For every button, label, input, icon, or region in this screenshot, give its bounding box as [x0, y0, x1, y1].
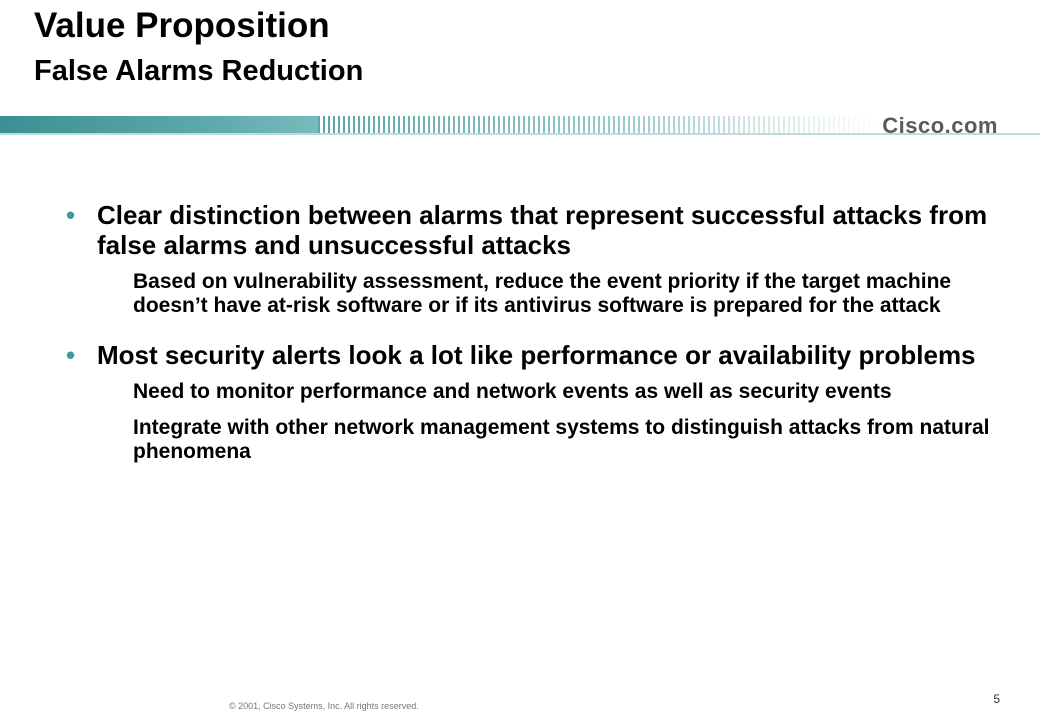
banner-stripes — [318, 116, 878, 133]
slide-body — [66, 200, 996, 476]
slide-title: Value Proposition — [34, 6, 330, 45]
bullet-text: Clear distinction between alarms that represent successful attacks from false alarms and unsuccessful attacks — [97, 200, 988, 260]
header-banner — [0, 112, 1040, 138]
bullet-item — [66, 340, 996, 370]
bullet-dot-icon: • — [66, 340, 76, 370]
sub-bullet-text: Need to monitor performance and network events as well as security events — [133, 380, 892, 403]
banner-solid-bar — [0, 116, 330, 133]
bullet-dot-icon: • — [66, 200, 76, 230]
page-number: 5 — [993, 692, 1000, 706]
cisco-logo: Cisco.com — [882, 113, 998, 138]
copyright-notice: © 2001, Cisco Systems, Inc. All rights reserved. — [229, 701, 419, 711]
bullet-text: Most security alerts look a lot like performance or availability problems — [97, 340, 976, 370]
sub-bullet-text: Integrate with other network management systems to distinguish attacks from natural phenomena — [133, 416, 990, 463]
sub-bullet-text: Based on vulnerability assessment, reduce the event priority if the target machine doesn’t have at-risk software or if its antivirus software is prepared for the attack — [133, 270, 952, 317]
bullet-item — [66, 200, 996, 260]
slide-subtitle: False Alarms Reduction — [34, 55, 364, 87]
